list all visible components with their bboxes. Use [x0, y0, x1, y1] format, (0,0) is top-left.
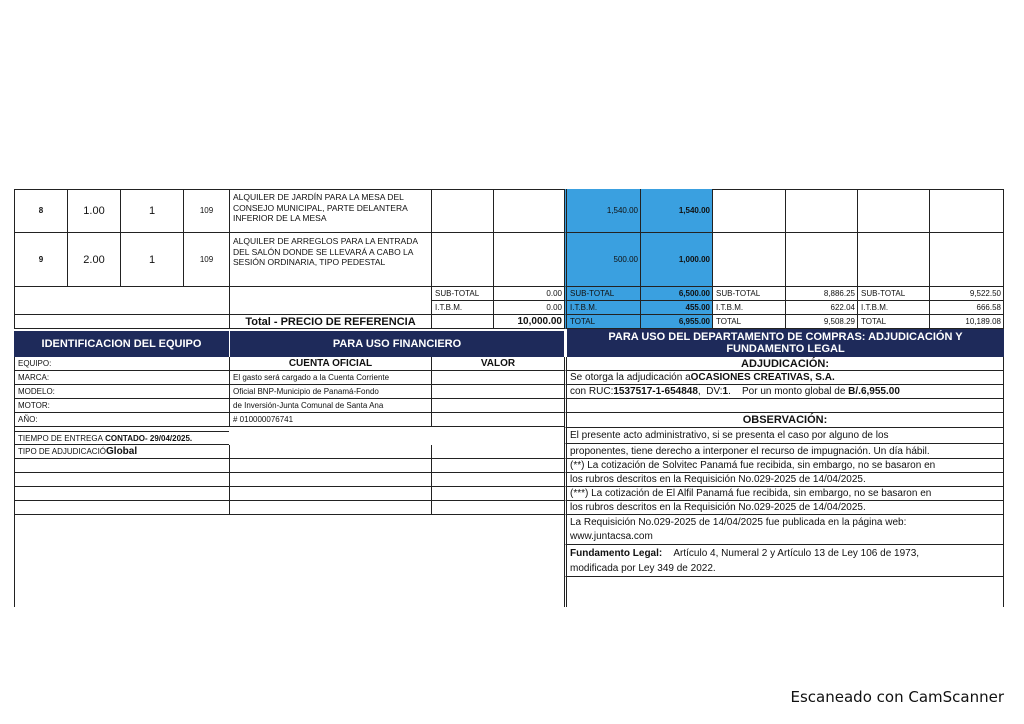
blank-row-2a: [14, 473, 229, 487]
dv-label: , DV:: [697, 386, 723, 397]
observation-line-8: www.juntacsa.com: [564, 529, 1004, 545]
finance-line-3: de Inversión-Junta Comunal de Santa Ana: [229, 399, 431, 413]
finance-line-1: El gasto será cargado a la Cuenta Corriente: [229, 371, 431, 385]
adjudication-blank: [564, 399, 1004, 413]
total-blank-left: [14, 315, 229, 329]
col1-total-value: 6,955.00: [640, 315, 712, 329]
amount-value: B/.6,955.00: [848, 386, 900, 397]
col1-subtotal-value: 6,500.00: [640, 287, 712, 301]
observation-line-6: los rubros descritos en la Requisición No.029-2025 de 14/04/2025.: [564, 501, 1004, 515]
reference-total-label: Total - PRECIO DE REFERENCIA: [229, 315, 431, 329]
col1-itbm-label: I.T.B.M.: [564, 301, 640, 315]
row-9-price-unit: 500.00: [564, 233, 640, 287]
equipo-label: EQUIPO:: [14, 357, 229, 371]
col2-subtotal-value: 8,886.25: [785, 287, 857, 301]
observation-line-5: (***) La cotización de El Alfil Panamá fue recibida, sin embargo, no se basaron en: [564, 487, 1004, 501]
observation-line-1: El presente acto administrativo, si se presenta el caso por alguno de los: [564, 428, 1004, 444]
adjudication-line1-text: Se otorga la adjudicación a: [570, 372, 691, 383]
row-9-description: ALQUILER DE ARREGLOS PARA LA ENTRADA DEL SALÓN DONDE SE LLEVARÁ A CABO LA SESIÓN ORDINARIA, TIPO PEDESTAL: [229, 233, 431, 287]
row-8-code: 109: [183, 189, 229, 233]
procurement-form: [14, 189, 1004, 607]
camscanner-watermark: Escaneado con CamScanner: [790, 688, 1004, 706]
row-9-qty: 2.00: [67, 233, 120, 287]
tiempo-entrega-row: [14, 431, 229, 445]
blank-row-1a: [14, 459, 229, 473]
modelo-label: MODELO:: [14, 385, 229, 399]
adjudication-title: ADJUDICACIÓN:: [564, 357, 1004, 371]
legal-line-1: [564, 545, 1004, 561]
tipo-adjudicacion-row: [14, 445, 229, 459]
row-9-code: 109: [183, 233, 229, 287]
ruc-value: 1537517-1-654848: [613, 386, 698, 397]
marca-label: MARCA:: [14, 371, 229, 385]
motor-label: MOTOR:: [14, 399, 229, 413]
col1-subtotal-label: SUB-TOTAL: [564, 287, 640, 301]
finance-line-4: # 010000076741: [229, 413, 431, 427]
blank-row-2c: [431, 473, 564, 487]
blank-row-3a: [14, 487, 229, 501]
blank-row-2b: [229, 473, 431, 487]
row-9-unit: 1: [120, 233, 183, 287]
dv-value: 1: [722, 386, 729, 397]
observation-line-4: los rubros descritos en la Requisición No.029-2025 de 14/04/2025.: [564, 473, 1004, 487]
tipo-adjudicacion-label: TIPO DE ADJUDICACIÓ: [18, 447, 107, 456]
purchasing-header: PARA USO DEL DEPARTAMENTO DE COMPRAS: ADJUDICACIÓN Y FUNDAMENTO LEGAL: [567, 329, 1004, 357]
totals-blank-left: [14, 287, 229, 315]
col3-itbm-value: 666.58: [929, 301, 1004, 315]
blank-row-3b: [229, 487, 431, 501]
col2-itbm-label: I.T.B.M.: [712, 301, 785, 315]
blank-cell-b: [431, 445, 564, 459]
cuenta-oficial-header: CUENTA OFICIAL: [229, 357, 431, 371]
row-8-price-unit: 1,540.00: [564, 189, 640, 233]
totals-blank-desc: [229, 287, 431, 315]
blank-row-4c: [431, 501, 564, 515]
ref-itbm-label: I.T.B.M.: [431, 301, 493, 315]
col3-subtotal-value: 9,522.50: [929, 287, 1004, 301]
ref-total-value: 10,000.00: [493, 315, 564, 329]
blank-row-3c: [431, 487, 564, 501]
row-8-col3-unit: [857, 189, 929, 233]
ruc-label: con RUC:: [570, 386, 614, 397]
adjudication-company: OCASIONES CREATIVAS, S.A.: [690, 372, 835, 383]
row-9-number: 9: [14, 233, 67, 287]
finance-line-2: Oficial BNP-Municipio de Panamá-Fondo: [229, 385, 431, 399]
tiempo-entrega-value: CONTADO- 29/04/2025.: [105, 433, 193, 443]
col3-total-value: 10,189.08: [929, 315, 1004, 329]
row-8-description: ALQUILER DE JARDÍN PARA LA MESA DEL CONSEJO MUNICIPAL, PARTE DELANTERA INFERIOR DE LA MESA: [229, 189, 431, 233]
observation-line-3: (**) La cotización de Solvitec Panamá fue recibida, sin embargo, no se basaron en: [564, 459, 1004, 473]
ref-total-blank: [431, 315, 493, 329]
equipment-header: IDENTIFICACION DEL EQUIPO: [14, 331, 229, 357]
row-9-col3-unit: [857, 233, 929, 287]
valor-cell-1: [431, 371, 564, 385]
adjudication-line-1: [564, 371, 1004, 385]
tiempo-entrega-label: TIEMPO DE ENTREGA: [18, 433, 103, 443]
row-9-ref-unit: [431, 233, 493, 287]
blank-row-4b: [229, 501, 431, 515]
col1-total-label: TOTAL: [564, 315, 640, 329]
left-empty-area: [14, 515, 564, 607]
col3-subtotal-label: SUB-TOTAL: [857, 287, 929, 301]
legal-text: Artículo 4, Numeral 2 y Artículo 13 de Ley 106 de 1973,: [673, 547, 920, 559]
valor-cell-4: [431, 413, 564, 427]
observation-title: OBSERVACIÓN:: [564, 413, 1004, 428]
col2-total-label: TOTAL: [712, 315, 785, 329]
row-8-number: 8: [14, 189, 67, 233]
valor-header: VALOR: [431, 357, 564, 371]
row-9-col2-total: [785, 233, 857, 287]
row-8-ref-unit: [431, 189, 493, 233]
row-8-col2-total: [785, 189, 857, 233]
col2-subtotal-label: SUB-TOTAL: [712, 287, 785, 301]
col3-itbm-label: I.T.B.M.: [857, 301, 929, 315]
row-8-unit: 1: [120, 189, 183, 233]
finance-header: PARA USO FINANCIERO: [229, 331, 564, 357]
row-8-col2-unit: [712, 189, 785, 233]
amount-label: . Por un monto global de: [728, 386, 849, 397]
observation-line-2: proponentes, tiene derecho a interponer el recurso de impugnación. Un día hábil.: [564, 444, 1004, 459]
row-8-price-total: 1,540.00: [640, 189, 712, 233]
row-9-col2-unit: [712, 233, 785, 287]
adjudication-line-2: [564, 385, 1004, 399]
row-9-ref-total: [493, 233, 564, 287]
valor-cell-3: [431, 399, 564, 413]
col2-total-value: 9,508.29: [785, 315, 857, 329]
blank-row-4a: [14, 501, 229, 515]
ref-subtotal-label: SUB-TOTAL: [431, 287, 493, 301]
col2-itbm-value: 622.04: [785, 301, 857, 315]
anio-label: AÑO:: [14, 413, 229, 427]
blank-row-1b: [229, 459, 431, 473]
ref-itbm-value: 0.00: [493, 301, 564, 315]
row-9-col3-total: [929, 233, 1004, 287]
col3-total-label: TOTAL: [857, 315, 929, 329]
row-8-col3-total: [929, 189, 1004, 233]
col1-itbm-value: 455.00: [640, 301, 712, 315]
right-empty-area: [564, 577, 1004, 607]
ref-subtotal-value: 0.00: [493, 287, 564, 301]
observation-line-7: La Requisición No.029-2025 de 14/04/2025 fue publicada en la página web:: [564, 515, 1004, 529]
blank-cell-a: [229, 445, 431, 459]
row-9-price-total: 1,000.00: [640, 233, 712, 287]
blank-row-1c: [431, 459, 564, 473]
row-8-qty: 1.00: [67, 189, 120, 233]
legal-label: Fundamento Legal:: [570, 547, 663, 559]
tipo-adjudicacion-value: Global: [106, 446, 138, 457]
valor-cell-2: [431, 385, 564, 399]
row-8-ref-total: [493, 189, 564, 233]
legal-line-2: modificada por Ley 349 de 2022.: [564, 561, 1004, 577]
